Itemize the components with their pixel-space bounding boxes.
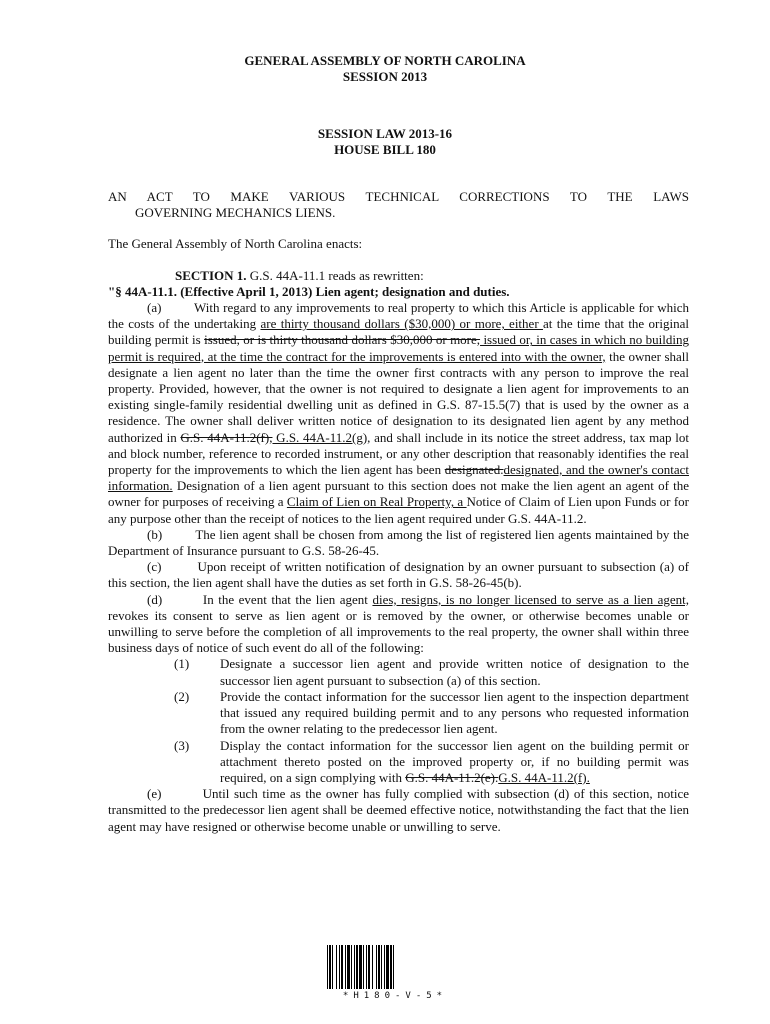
assembly-name: GENERAL ASSEMBLY OF NORTH CAROLINA xyxy=(244,53,526,68)
inserted-text: are thirty thousand dollars ($30,000) or more, either xyxy=(260,316,544,332)
subsection-d: (d) In the event that the lien agent dies, resigns, is no longer licensed to serve as a lien agent, revokes its consent to serve as lien agent or is removed by the owner, or otherwise becomes unable or unwilling to serve before the completion of all improvements to the real property, the owner shall within three business days of notice of such event do all of the following: xyxy=(108,591,689,656)
barcode-code: *H180-V-5* xyxy=(342,991,448,1001)
act-title-line2: GOVERNING MECHANICS LIENS. xyxy=(135,205,336,221)
inserted-text: designated, and the owner's contact information. xyxy=(108,462,689,494)
subsection-d-list xyxy=(174,656,689,786)
act-title-line1: AN ACT TO MAKE VARIOUS TECHNICAL CORRECTIONS TO THE LAWS xyxy=(108,189,689,204)
subsection-b: (b) The lien agent shall be chosen from among the list of registered lien agents maintained by the Department of Insurance pursuant to G.S. 58-26-45. xyxy=(108,526,689,559)
list-item: (2) Provide the contact information for the successor lien agent to the inspection department that issued any required building permit and to any persons who requested information from the owner relating to the predecessor lien agent. xyxy=(174,688,689,737)
inserted-text: Claim of Lien on Real Property, a xyxy=(286,494,467,510)
inserted-text: G.S. 44A-11.2(g), xyxy=(272,429,371,445)
subsection-e: (e) Until such time as the owner has fully complied with subsection (d) of this section, notice transmitted to the predecessor lien agent shall be deemed effective notice, notwithstanding the fact that the lien agent may have resigned or otherwise become unable or unwilling to serve. xyxy=(108,786,690,834)
document-barcode xyxy=(327,945,463,1005)
enacting-clause: The General Assembly of North Carolina enacts: xyxy=(108,236,363,252)
house-bill-number: HOUSE BILL 180 xyxy=(334,142,436,157)
session-law-number: SESSION LAW 2013-16 xyxy=(317,126,453,141)
deleted-text: issued, or is thirty thousand dollars $30,000 or more, xyxy=(204,332,481,348)
session-year: SESSION 2013 xyxy=(342,69,428,84)
barcode-bars xyxy=(327,945,463,989)
document-body xyxy=(108,189,689,835)
inserted-text: G.S. 44A-11.2(f). xyxy=(498,769,590,785)
assembly-header xyxy=(0,53,770,85)
subsection-c: (c) Upon receipt of written notification of designation by an owner pursuant to subsection (a) of this section, the lien agent shall have the duties as set forth in G.S. 58-26-45(b). xyxy=(108,559,690,591)
section-1-intro: SECTION 1. G.S. 44A-11.1 reads as rewritten: xyxy=(175,267,424,283)
inserted-text: dies, resigns, is no longer licensed to serve as a lien agent, xyxy=(372,591,689,607)
list-item: (1) Designate a successor lien agent and provide written notice of designation to the successor lien agent pursuant to subsection (a) of this section. xyxy=(174,656,689,688)
list-item: (3) Display the contact information for the successor lien agent on the building permit or attachment thereto posted on the improved property or, if no building permit was required, on a sign complying with G.S. 44A-11.2(e).G.S. 44A-11.2(f). xyxy=(174,737,689,785)
deleted-text: G.S. 44A-11.2(f), xyxy=(180,429,273,445)
section-label: SECTION 1. xyxy=(175,267,247,283)
deleted-text: G.S. 44A-11.2(e). xyxy=(405,769,499,785)
inserted-text: issued or, in cases in which no building permit is required, at the time the contract for the improvements is entered into with the owner, xyxy=(108,332,689,364)
statute-heading: "§ 44A-11.1. (Effective April 1, 2013) Lien agent; designation and duties. xyxy=(108,283,510,299)
deleted-text: designated. xyxy=(444,462,504,478)
law-header xyxy=(0,126,770,158)
subsection-a: (a) With regard to any improvements to real property to which this Article is applicable for which the costs of the undertaking are thirty thousand dollars ($30,000) or more, either at the time that the original building permit is issued, or is thirty thousand dollars $30,000 or more, issued or, in cases in which no building permit is required, at the time the contract for the improvements is entered into with the owner, the owner shall designate a lien agent no later than the time the owner first contracts with any person to improve the real property. Provided, however, that the owner is not required to designate a lien agent for improvements to an existing single-family residential dwelling unit as defined in G.S. 87-15.5(7) that is used by the owner as a residence. The owner shall deliver written notice of designation to its designated lien agent by any method authorized in G.S. 44A-11.2(f), G.S. 44A-11.2(g), and shall include in its notice the street address, tax map lot and block number, reference to recorded instrument, or any other description that reasonably identifies the real property for the improvements to which the lien agent has been designated.designated, and the owner's contact information. Designation of a lien agent pursuant to this section does not make the lien agent an agent of the owner for purposes of receiving a Claim of Lien on Real Property, a Notice of Claim of Lien upon Funds or for any purpose other than the receipt of notices to the lien agent required under G.S. 44A-11.2. xyxy=(108,300,690,526)
